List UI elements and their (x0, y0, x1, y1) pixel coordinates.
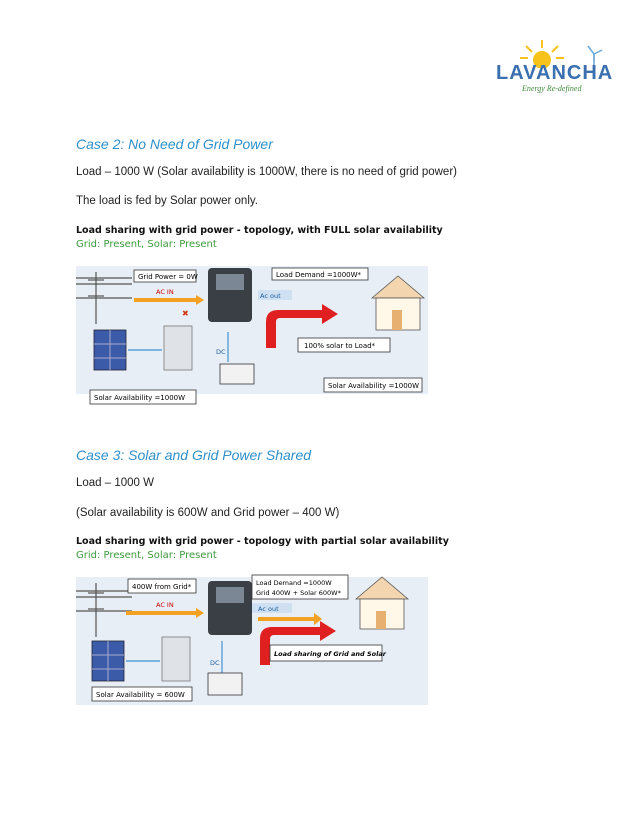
load-demand-line1: Load Demand =1000W (256, 579, 332, 587)
case3-diagram (76, 565, 428, 725)
load-demand-label: Load Demand =1000W* (276, 271, 362, 279)
solar-availability-left: Solar Availability = 600W (96, 691, 185, 699)
solar-availability-left: Solar Availability =1000W (94, 394, 186, 402)
solar-availability-right: Solar Availability =1000W (328, 382, 420, 390)
case2-figure-title: Load sharing with grid power - topology, with FULL solar availability (76, 225, 443, 236)
load-sharing-note: Load sharing of Grid and Solar (274, 650, 386, 658)
case3-line1: Load – 1000 W (76, 477, 155, 489)
case2-figure (76, 225, 443, 414)
case2-heading: Case 2: No Need of Grid Power (76, 136, 273, 152)
case2-diagram (76, 254, 428, 414)
logo-tagline: Energy Re-defined (522, 84, 582, 93)
case3-line2: (Solar availability is 600W and Grid power – 400 W) (76, 507, 340, 519)
dc-label: DC (210, 659, 220, 667)
logo-name: LAVANCHA (496, 62, 614, 84)
load-demand-line2: Grid 400W + Solar 600W* (256, 589, 341, 597)
battery-icon (220, 364, 254, 384)
battery-icon (208, 673, 242, 695)
grid-power-label: Grid Power = 0W (138, 273, 198, 281)
case3-figure-title: Load sharing with grid power - topology with partial solar availability (76, 536, 449, 547)
solar-panel-icon (94, 330, 126, 370)
ac-in-label: AC IN (156, 288, 174, 296)
charge-controller-icon (164, 326, 192, 370)
case3-figure (76, 536, 449, 725)
case3-figure-subtitle: Grid: Present, Solar: Present (76, 550, 217, 561)
dc-label: DC (216, 348, 226, 356)
case2-line2: The load is fed by Solar power only. (76, 195, 258, 207)
case2-figure-subtitle: Grid: Present, Solar: Present (76, 239, 217, 250)
case2-line1: Load – 1000 W (Solar availability is 1000W, there is no need of grid power) (76, 166, 457, 178)
ac-out-label: Ac out (260, 292, 281, 300)
solar-panel-icon (92, 641, 124, 681)
ac-in-label: AC IN (156, 601, 174, 609)
solar-note: 100% solar to Load* (304, 342, 376, 350)
charge-controller-icon (162, 637, 190, 681)
case3-heading: Case 3: Solar and Grid Power Shared (76, 447, 312, 463)
blocked-x-icon: ✖ (182, 309, 189, 318)
grid-power-label: 400W from Grid* (132, 583, 192, 591)
company-logo (492, 38, 612, 98)
ac-out-label: Ac out (258, 605, 279, 613)
